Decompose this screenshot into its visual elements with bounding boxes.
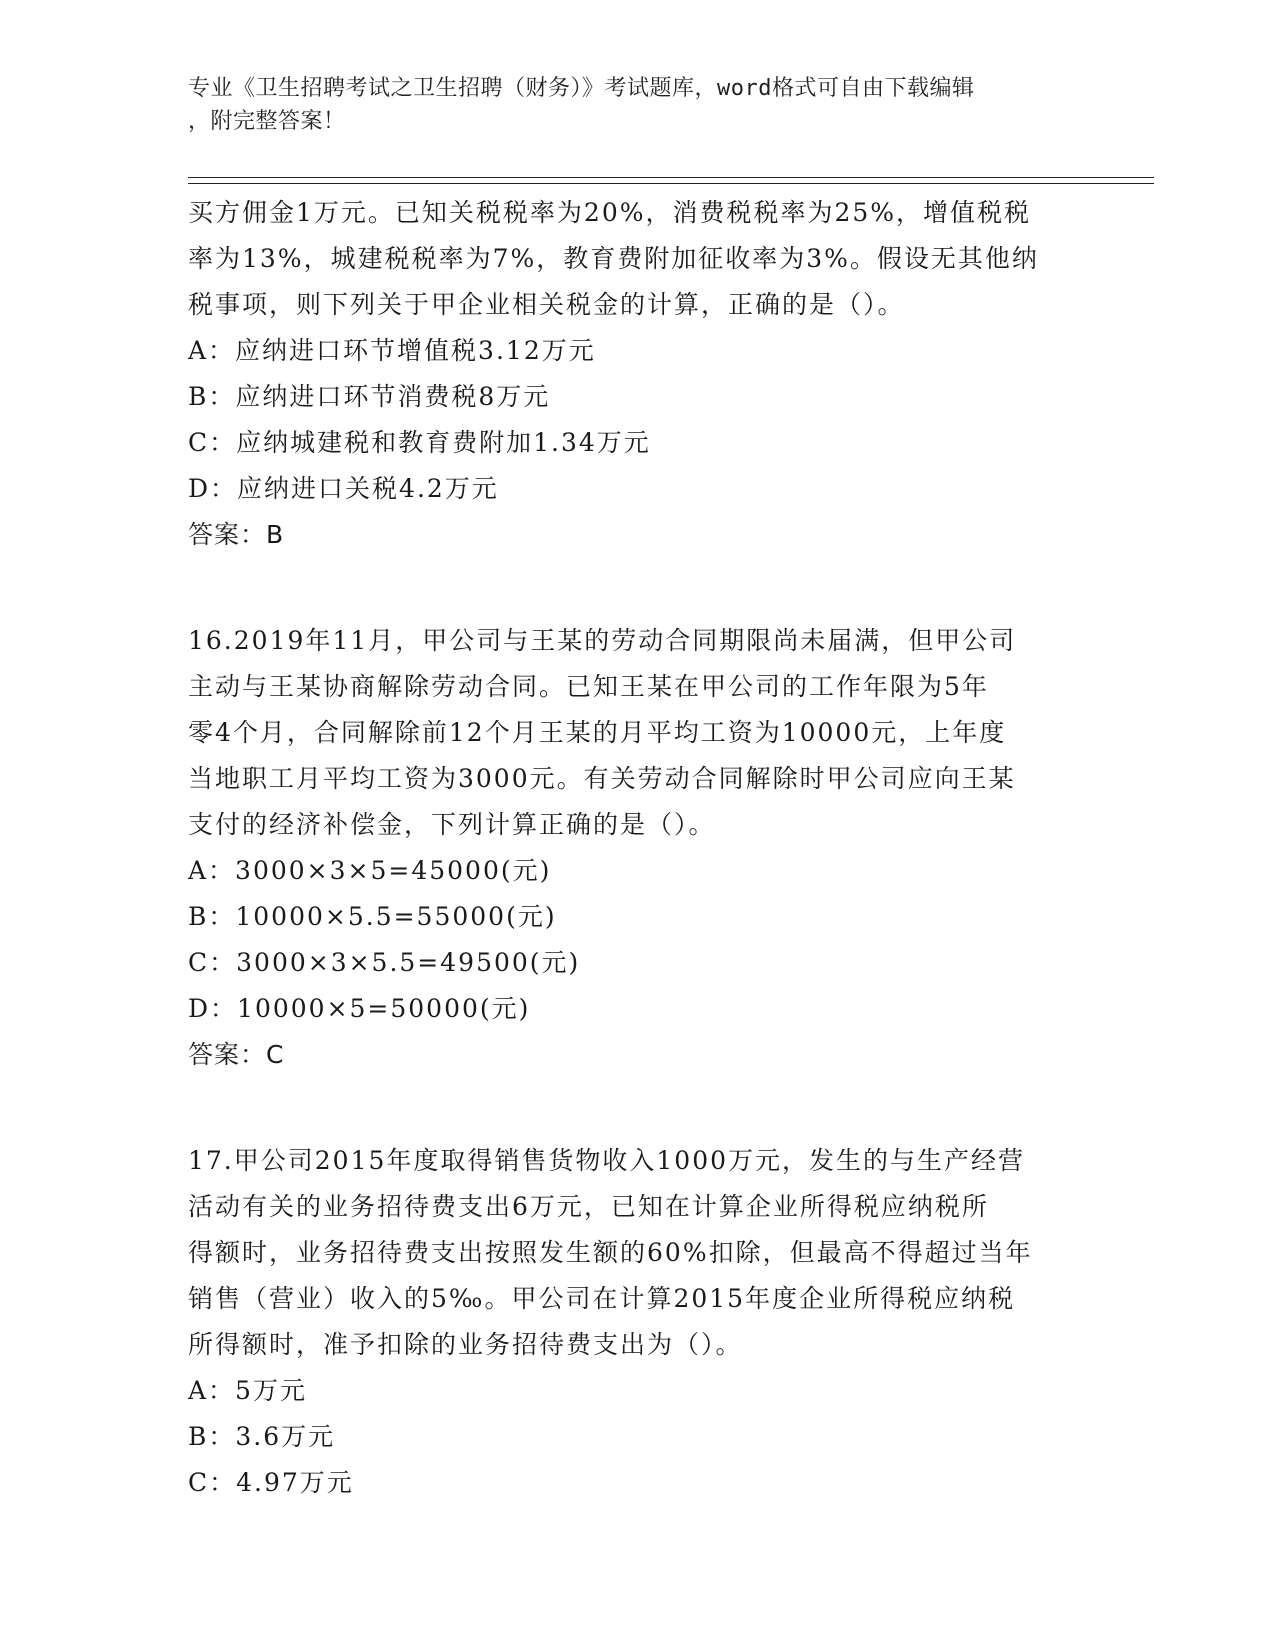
question-block bbox=[188, 190, 1088, 558]
question-block bbox=[188, 1138, 1088, 1506]
option-a: A：3000×3×5=45000(元) bbox=[188, 856, 552, 885]
question-stem-line: 零4个月，合同解除前12个月王某的月平均工资为10000元，上年度 bbox=[188, 718, 1007, 747]
question-stem-line: 主动与王某协商解除劳动合同。已知王某在甲公司的工作年限为5年 bbox=[188, 672, 989, 701]
option-a: A：5万元 bbox=[188, 1376, 307, 1405]
question-stem-line: 税事项，则下列关于甲企业相关税金的计算，正确的是（）。 bbox=[188, 290, 905, 319]
question-stem-line: 支付的经济补偿金，下列计算正确的是（）。 bbox=[188, 810, 716, 839]
header-rule-bottom bbox=[188, 183, 1154, 184]
question-stem-line: 买方佣金1万元。已知关税税率为20%，消费税税率为25%，增值税税 bbox=[188, 198, 1032, 227]
question-stem-line: 16.2019年11月，甲公司与王某的劳动合同期限尚未届满，但甲公司 bbox=[188, 626, 1017, 655]
option-a: A：应纳进口环节增值税3.12万元 bbox=[188, 336, 596, 365]
option-c: C：4.97万元 bbox=[188, 1468, 354, 1497]
question-stem-line: 活动有关的业务招待费支出6万元，已知在计算企业所得税应纳税所 bbox=[188, 1192, 989, 1221]
option-b: B：10000×5.5=55000(元) bbox=[188, 902, 557, 931]
option-b: B：3.6万元 bbox=[188, 1422, 336, 1451]
option-d: D：10000×5=50000(元) bbox=[188, 994, 531, 1023]
page-header bbox=[188, 72, 1068, 138]
question-stem-line: 当地职工月平均工资为3000元。有关劳动合同解除时甲公司应向王某 bbox=[188, 764, 1016, 793]
answer-line: 答案：B bbox=[188, 520, 285, 549]
document-body bbox=[188, 190, 1088, 1506]
option-c: C：3000×3×5.5=49500(元) bbox=[188, 948, 581, 977]
answer-line: 答案：C bbox=[188, 1040, 285, 1069]
header-rule-top bbox=[188, 177, 1154, 178]
question-stem-line: 销售（营业）收入的5‰。甲公司在计算2015年度企业所得税应纳税 bbox=[188, 1284, 1016, 1313]
question-block bbox=[188, 618, 1088, 1078]
option-b: B：应纳进口环节消费税8万元 bbox=[188, 382, 551, 411]
header-line-1: 专业《卫生招聘考试之卫生招聘（财务）》考试题库，word格式可自由下载编辑 bbox=[188, 76, 975, 101]
header-line-2: ，附完整答案！ bbox=[188, 109, 346, 134]
question-stem-line: 17.甲公司2015年度取得销售货物收入1000万元，发生的与生产经营 bbox=[188, 1146, 1026, 1175]
question-spacer bbox=[188, 558, 1088, 618]
question-stem-line: 率为13%，城建税税率为7%，教育费附加征收率为3%。假设无其他纳 bbox=[188, 244, 1039, 273]
option-d: D：应纳进口关税4.2万元 bbox=[188, 474, 499, 503]
question-stem-line: 所得额时，准予扣除的业务招待费支出为（）。 bbox=[188, 1330, 743, 1359]
question-spacer bbox=[188, 1078, 1088, 1138]
question-stem-line: 得额时，业务招待费支出按照发生额的60%扣除，但最高不得超过当年 bbox=[188, 1238, 1033, 1267]
option-c: C：应纳城建税和教育费附加1.34万元 bbox=[188, 428, 651, 457]
